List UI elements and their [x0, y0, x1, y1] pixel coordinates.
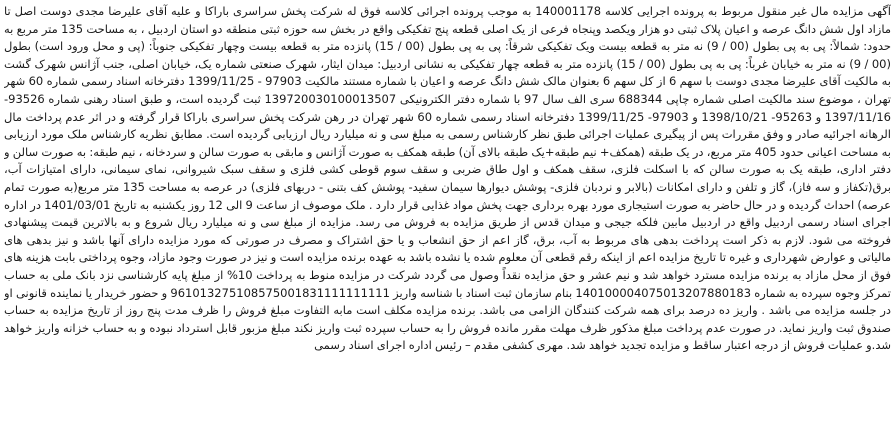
auction-notice [4, 3, 891, 429]
notice-body-text: آگهی مزایده مال غیر منقول مربوط به پرونده اجرایی کلاسه 140001178 به موجب پرونده اجرائی کلاسه فوق له شرکت پخش سراسری باراکا و علیه آقای علیرضا مجدی دوست اصل تا مازاد اول شش دانگ عرصه و اعیان پلاک ثبتی دو هزار ویکصد وپنجاه فرعی از یک اصلی قطعه پنج تفکیکی واقع در بخش سه حوزه ثبتی منطقه دو استان اردبیل ، به مساحت 135 متر مربع به حدود: شمالاً: پی به پی بطول (00 / 9) نه متر به قطعه بیست ویک تفکیکی شرقاً: پی به پی بطول (00 / 15) پانزده متر به قطعه بیست وچهار تفکیکی جنوباً: (پی و محل ورود است) بطول (00 / 9) نه متر به خیابان غرباً: پی به پی بطول (00 / 15) پانزده متر به قطعه چهار تفکیکی به نشانی اردبیل: میدان ایثار، شهرک صنعتی شماره یک، خیابان اصلی، جنب آژانس شهرک گشت به مالکیت آقای علیرضا مجدی دوست با سهم 6 از کل سهم 6 بعنوان مالک شش دانگ عرصه و اعیان با شماره مستند مالکیت 97903 - 1399/11/25 دفترخانه اسناد رسمی شماره 60 شهر تهران ، موضوع سند مالکیت اصلی شماره چاپی 688344 سری الف سال 97 با شماره دفتر الکترونیکی 139720030100013507 ثبت گردیده است، و طبق اسناد رهنی شماره 93526-1397/11/16 و 95263- 1398/10/21 و 97903- 1399/11/25 دفترخانه اسناد رسمی شماره 60 شهر تهران در رهن شرکت پخش سراسری باراکا قرار گرفته و در اثر عدم پرداخت مال الرهانه اجرائیه صادر و وفق مقررات پس از پیگیری عملیات اجرائی طبق نظر کارشناس رسمی به مبلغ سی و نه میلیارد ریال ارزیابی گردیده است. مطابق نظریه کارشناس ملک مورد ارزیابی به مساحت اعیانی حدود 405 متر مربع، در یک طبقه (همکف+ نیم طبقه+یک طبقه بالای آن) طبقه همکف به صورت آژانس و مابقی به صورت سالن و سردخانه ، نیم طبقه: به صورت سالن و دفتر اداری، طبقه یک به صورت سالن که با اسکلت فلزی، سقف همکف و اول طاق ضربی و سقف سوم قوطی کشی فلزی و سقف سبک شیروانی، نمای سیمانی، دارای امتیازات آب، برق(تکفاز و سه فاز)، گاز و تلفن و دارای امکانات (بالابر و نردبان فلزی- پوشش دیوارها سیمان سفید- پوشش کف بتنی - دربهای فلزی) در عرصه به مساحت 135 متر مربع(به صورت تمام عرصه) احداث گردیده و در حال حاضر به صورت استیجاری مورد بهره برداری جهت پخش مواد غذایی قرار دارد . ملک موصوف از ساعت 9 الی 12 روز یکشنبه به تاریخ 1401/03/01 در اداره اجرای اسناد رسمی اردبیل واقع در اردبیل مابین فلکه جیجی و میدان قدس از طریق مزایده به فروش می رسد. مزایده از مبلغ سی و نه میلیارد ریال شروع و به بالاترین قیمت پیشنهادی فروخته می شود. لازم به ذکر است پرداخت بدهی های مربوط به آب، برق، گاز اعم از حق انشعاب و یا حق اشتراک و مصرف در صورتی که مورد مزایده دارای آنها باشد و نیز بدهی های مالیاتی و عوارض شهرداری و غیره تا تاریخ مزایده اعم از اینکه رقم قطعی آن معلوم شده یا نشده باشد به عهده برنده مزایده است و نیز در صورت وجود مازاد، وجوه پرداختی بابت هزینه های فوق از محل مازاد به برنده مزایده مسترد خواهد شد و نیم عشر و حق مزایده نقداً وصول می گردد شرکت در مزایده منوط به پرداخت 10% از مبلغ پایه کارشناسی نزد بانک ملی به حساب تمرکز وجوه سپرده به شماره 140100004075013207880183 بنام سازمان ثبت اسناد با شناسه واریز 961013275108575001831111111111 و حضور خریدار یا نماینده قانونی او در جلسه مزایده می باشد . واریز ده درصد برای همه شرکت کنندگان الزامی می باشد. برنده مزایده مکلف است مابه التفاوت مبلغ فروش را ظرف مدت پنج روز از تاریخ مزایده به حساب صندوق ثبت واریز نماید. در صورت عدم پرداخت مبلغ مذکور ظرف مهلت مقرر مانده فروش را به حساب سپرده ثبت واریز نکند مبلغ مزبور قابل استرداد نبوده و به حساب خزانه واریز خواهد شد.و عملیات فروش از درجه اعتبار ساقط و مزایده تجدید خواهد شد. مهری کشفی مقدم – رئیس اداره اجرای اسناد رسمی [4, 4, 891, 353]
